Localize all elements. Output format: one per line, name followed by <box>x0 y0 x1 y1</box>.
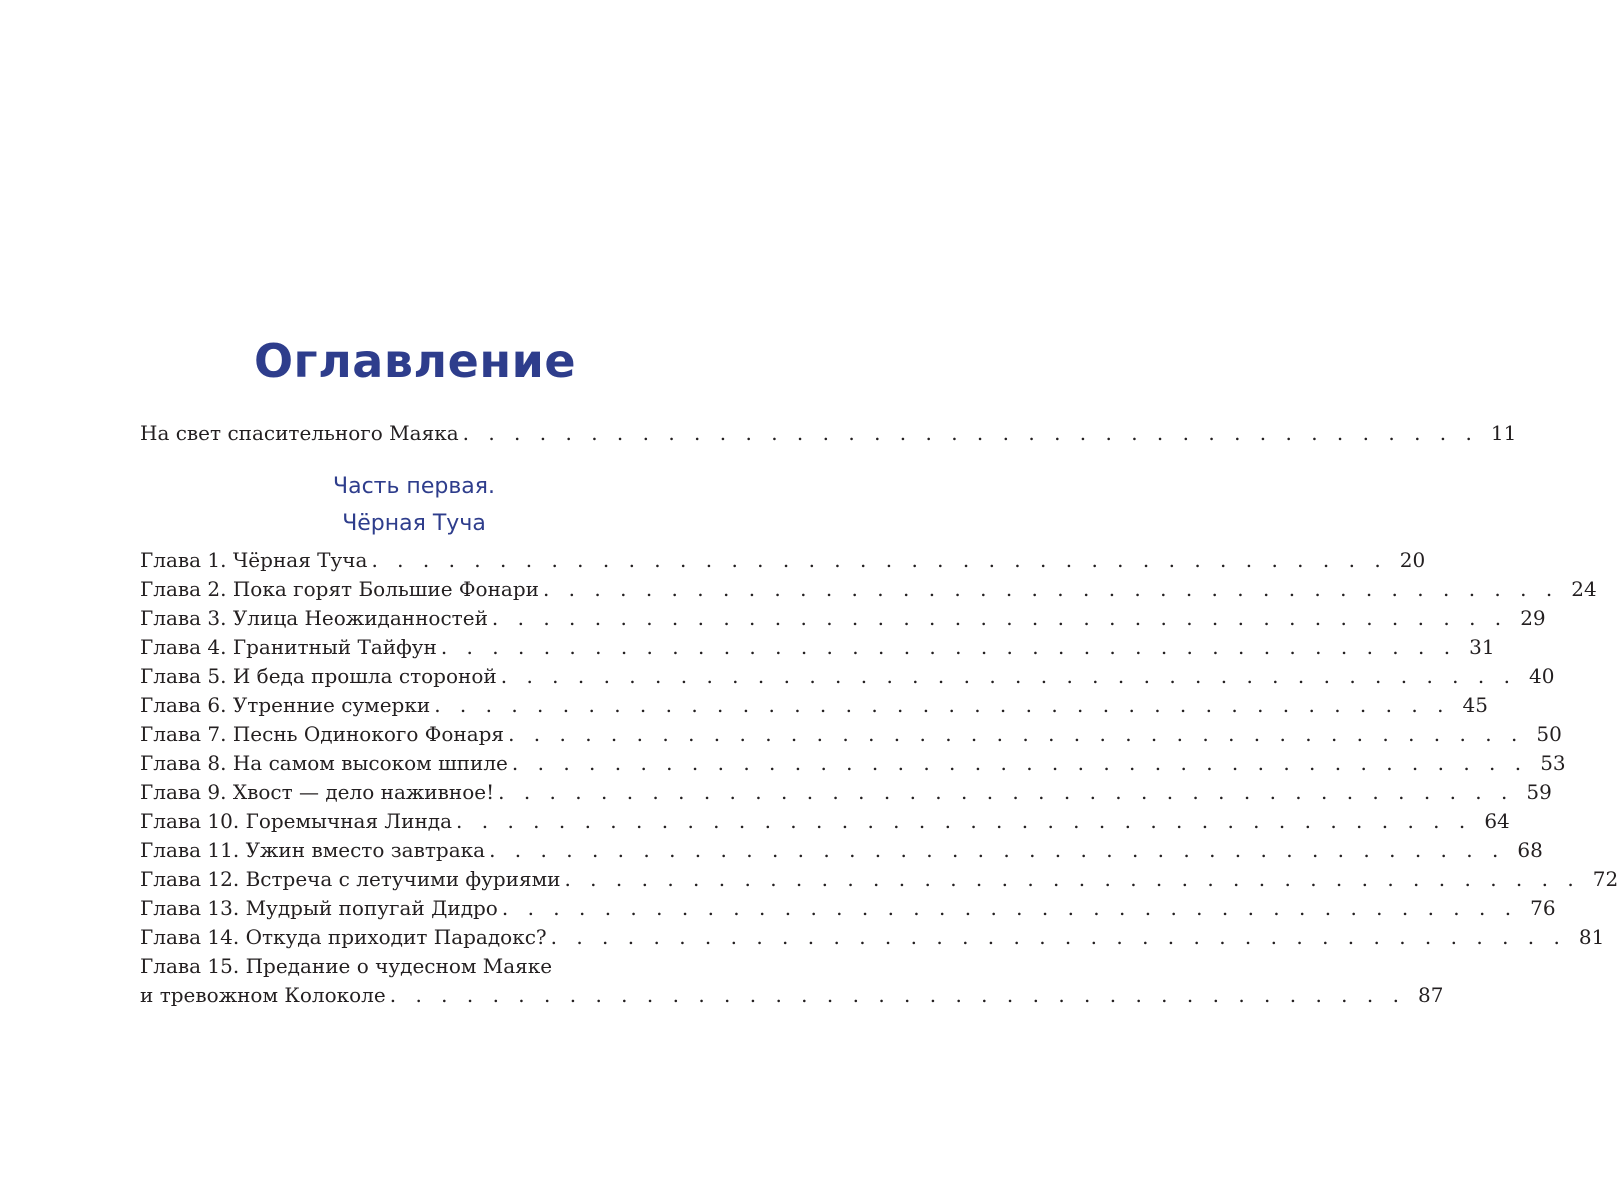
toc-entry-label: Глава 8. На самом высоком шпиле <box>140 751 508 775</box>
toc-entry-page: 72 <box>1592 867 1618 891</box>
toc-entry-page: 53 <box>1540 751 1566 775</box>
dot-leader: . . . . . . . . . . . . . . . . . . . . . . . . . . . . . . . . . . . . . . . . <box>508 722 1524 746</box>
toc-entry-label-line-2: и тревожном Колоколе <box>140 983 386 1007</box>
toc-entry-label: На свет спасительного Маяка <box>140 421 459 445</box>
toc-entry-label: Глава 13. Мудрый попугай Дидро <box>140 896 498 920</box>
toc-entry-chapter[interactable] <box>140 691 1488 720</box>
toc-entry-chapter[interactable] <box>140 923 1605 952</box>
toc-entry-chapter[interactable] <box>140 778 1552 807</box>
toc-entry-chapter[interactable] <box>140 894 1556 923</box>
dot-leader: . . . . . . . . . . . . . . . . . . . . . . . . . . . . . . . . . . . . . . . . <box>564 867 1581 891</box>
toc-entry-label: Глава 7. Песнь Одинокого Фонаря <box>140 722 505 746</box>
toc-entry-chapter[interactable] <box>140 546 1426 575</box>
toc-entry-chapter[interactable] <box>140 604 1546 633</box>
toc-entry-label: Глава 12. Встреча с летучими фуриями <box>140 867 561 891</box>
dot-leader: . . . . . . . . . . . . . . . . . . . . . . . . . . . . . . . . . . . . . . . . <box>389 983 1406 1007</box>
toc-entry-chapter[interactable] <box>140 807 1510 836</box>
dot-leader: . . . . . . . . . . . . . . . . . . . . . . . . . . . . . . . . . . . . . . . . <box>550 925 1567 949</box>
toc-title: Оглавление <box>253 334 577 388</box>
toc-entry-label-line-1: Глава 15. Предание о чудесном Маяке <box>140 954 553 978</box>
part-heading-line-2: Чёрная Туча <box>342 511 486 536</box>
chapter-list <box>140 546 1618 1010</box>
dot-leader: . . . . . . . . . . . . . . . . . . . . . . . . . . . . . . . . . . . . . . . . <box>489 838 1505 862</box>
toc-entry-chapter[interactable] <box>140 865 1618 894</box>
toc-entry-page: 11 <box>1490 421 1517 445</box>
toc-entry-page: 24 <box>1571 577 1597 601</box>
toc-entry-page: 81 <box>1578 925 1605 949</box>
part-heading <box>140 468 688 542</box>
dot-leader: . . . . . . . . . . . . . . . . . . . . . . . . . . . . . . . . . . . . . . . . <box>434 693 1450 717</box>
toc-entry-page: 31 <box>1469 635 1495 659</box>
toc-entry-page: 45 <box>1462 693 1488 717</box>
dot-leader: . . . . . . . . . . . . . . . . . . . . . . . . . . . . . . . . . . . . . . . . <box>500 664 1517 688</box>
toc-entry-chapter[interactable] <box>140 749 1566 778</box>
toc-entry-line-2 <box>140 981 1444 1010</box>
toc-entry-page: 29 <box>1520 606 1546 630</box>
toc-entry-prologue[interactable] <box>140 418 1517 448</box>
part-heading-line-1: Часть первая. <box>333 474 495 499</box>
dot-leader: . . . . . . . . . . . . . . . . . . . . . . . . . . . . . . . . . . . . . . . . <box>542 577 1559 601</box>
toc-entry-page: 59 <box>1526 780 1552 804</box>
toc-entry-chapter[interactable] <box>140 836 1543 865</box>
toc-entry-chapter[interactable] <box>140 633 1495 662</box>
toc-entry-page: 76 <box>1530 896 1556 920</box>
dot-leader: . . . . . . . . . . . . . . . . . . . . . . . . . . . . . . . . . . . . . . . . <box>498 780 1514 804</box>
dot-leader: . . . . . . . . . . . . . . . . . . . . . . . . . . . . . . . . . . . . . . . . <box>440 635 1457 659</box>
toc-entry-label: Глава 5. И беда прошла стороной <box>140 664 497 688</box>
toc-entry-label: Глава 3. Улица Неожиданностей <box>140 606 488 630</box>
toc-entry-page: 40 <box>1529 664 1555 688</box>
toc-entry-chapter[interactable] <box>140 662 1555 691</box>
toc-entry-label: Глава 1. Чёрная Туча <box>140 548 368 572</box>
toc-entry-page: 68 <box>1517 838 1543 862</box>
toc-entry-chapter-15[interactable] <box>140 952 1444 1010</box>
toc-entry-label: Глава 10. Горемычная Линда <box>140 809 453 833</box>
toc-entry-page: 20 <box>1399 548 1426 572</box>
toc-entry-chapter[interactable] <box>140 720 1562 749</box>
table-of-contents <box>140 418 1618 1010</box>
toc-entry-label: Глава 14. Откуда приходит Парадокс? <box>140 925 547 949</box>
dot-leader: . . . . . . . . . . . . . . . . . . . . . . . . . . . . . . . . . . . . . . . . <box>491 606 1508 630</box>
toc-entry-page: 87 <box>1418 983 1444 1007</box>
toc-entry-chapter[interactable] <box>140 575 1597 604</box>
dot-leader: . . . . . . . . . . . . . . . . . . . . . . . . . . . . . . . . . . . . . . . . <box>501 896 1518 920</box>
toc-entry-page: 50 <box>1536 722 1562 746</box>
toc-entry-page: 64 <box>1484 809 1510 833</box>
toc-entry-label: Глава 4. Гранитный Тайфун <box>140 635 437 659</box>
toc-entry-label: Глава 6. Утренние сумерки <box>140 693 431 717</box>
dot-leader: . . . . . . . . . . . . . . . . . . . . . . . . . . . . . . . . . . . . . . . . <box>371 548 1388 572</box>
toc-entry-label: Глава 9. Хвост — дело наживное! <box>140 780 495 804</box>
toc-entry-label: Глава 2. Пока горят Большие Фонари <box>140 577 539 601</box>
dot-leader: . . . . . . . . . . . . . . . . . . . . . . . . . . . . . . . . . . . . . . . . <box>456 809 1472 833</box>
dot-leader: . . . . . . . . . . . . . . . . . . . . . . . . . . . . . . . . . . . . . . . . <box>511 751 1528 775</box>
toc-entry-label: Глава 11. Ужин вместо завтрака <box>140 838 486 862</box>
dot-leader: . . . . . . . . . . . . . . . . . . . . . . . . . . . . . . . . . . . . . . . . <box>462 421 1479 445</box>
